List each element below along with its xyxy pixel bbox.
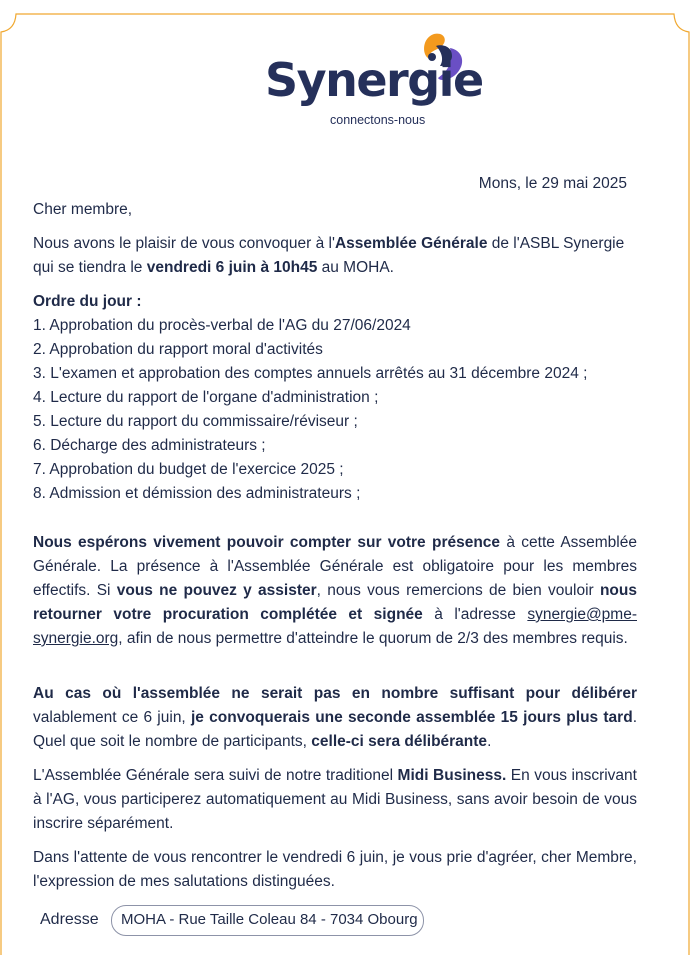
logo-wordmark: Synergie	[265, 53, 483, 107]
agenda-section	[33, 290, 637, 506]
address-label: Adresse	[40, 911, 99, 928]
synergie-logo	[262, 30, 483, 130]
agenda-item: 5. Lecture du rapport du commissaire/réviseur ;	[33, 413, 358, 430]
intro-paragraph: Nous avons le plaisir de vous convoquer à l'Assemblée Générale de l'ASBL Synergie qui se tiendra le vendredi 6 juin à 10h45 au MOHA.	[33, 235, 625, 276]
agenda-item: 1. Approbation du procès-verbal de l'AG du 27/06/2024	[33, 317, 411, 334]
agenda-item: 3. L'examen et approbation des comptes annuels arrêtés au 31 décembre 2024 ;	[33, 365, 588, 382]
agenda-item: 8. Admission et démission des administrateurs ;	[33, 485, 361, 502]
quorum-paragraph: Au cas où l'assemblée ne serait pas en nombre suffisant pour délibérer valablement ce 6 juin, je convoquerais une seconde assemblée 15 jours plus tard. Quel que soit le nombre de participants, celle-ci sera délibérante.	[33, 685, 637, 750]
midi-business-paragraph: L'Assemblée Générale sera suivi de notre traditionel Midi Business. En vous inscrivant à l'AG, vous participerez automatiquement au Midi Business, sans avoir besoin de vous inscrire séparément.	[33, 767, 637, 832]
presence-paragraph: Nous espérons vivement pouvoir compter sur votre présence à cette Assemblée Générale. La présence à l'Assemblée Générale est obligatoire pour les membres effectifs. Si vous ne pouvez y assister, nous vous remercions de bien vouloir nous retourner votre procuration complétée et signée à l'adresse synergie@pme-synergie.org, afin de nous permettre d'atteindre le quorum de 2/3 des membres requis.	[33, 534, 637, 647]
closing-paragraph: Dans l'attente de vous rencontrer le vendredi 6 juin, je vous prie d'agréer, cher Membre, l'expression de mes salutations distinguées.	[33, 849, 637, 890]
agenda-item: 2. Approbation du rapport moral d'activités	[33, 341, 323, 358]
address-field: MOHA - Rue Taille Coleau 84 - 7034 Obourg	[111, 905, 424, 936]
greeting: Cher membre,	[33, 201, 133, 218]
agenda-item: 4. Lecture du rapport de l'organe d'administration ;	[33, 389, 379, 406]
letter-date: Mons, le 29 mai 2025	[478, 175, 627, 192]
logo-tagline: connectons-nous	[330, 113, 426, 127]
agenda-item: 6. Décharge des administrateurs ;	[33, 437, 266, 454]
email-link[interactable]: synergie@pme-synergie.org	[33, 606, 637, 647]
agenda-item: 7. Approbation du budget de l'exercice 2025 ;	[33, 461, 344, 478]
agenda-list	[33, 314, 637, 506]
agenda-title: Ordre du jour :	[33, 293, 142, 310]
